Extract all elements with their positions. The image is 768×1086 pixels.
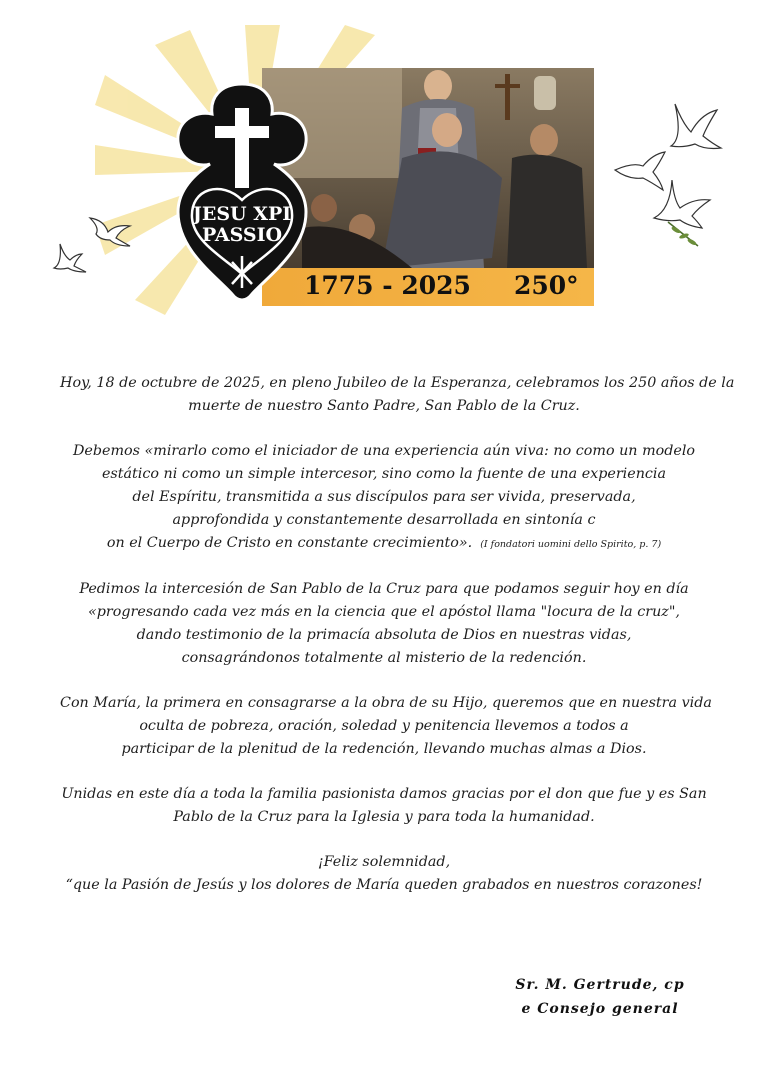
text-line: Con María, la primera en consagrarse a la obra de su Hijo, queremos que en nuestra vida	[60, 695, 712, 711]
dove-icon	[52, 242, 88, 276]
text-line: muerte de nuestro Santo Padre, San Pablo de la Cruz.	[188, 398, 580, 414]
text-line: participar de la plenitud de la redención, llevando muchas almas a Dios.	[121, 741, 647, 757]
passionist-emblem	[172, 80, 312, 308]
emblem-text-line1: JESU XPI	[192, 203, 292, 225]
paragraph-3	[60, 578, 708, 670]
dove-icon	[86, 210, 134, 250]
paragraph-5	[60, 783, 708, 829]
text-line: approfondida y constantemente desarrollada en sintonía c	[172, 512, 596, 528]
text-line: Debemos «mirarlo como el iniciador de una experiencia aún viva: no como un modelo	[72, 443, 696, 459]
text-line: ¡Feliz solemnidad,	[317, 854, 451, 870]
text-line: Unidas en este día a toda la familia pasionista damos gracias por el don que fue y es San	[61, 786, 707, 802]
text-line: consagrándonos totalmente al misterio de la redención.	[181, 650, 587, 666]
citation: (I fondatori uomini dello Spirito, p. 7)	[480, 539, 662, 550]
emblem-text-line2: PASSIO	[201, 224, 283, 246]
dove-icon	[665, 102, 723, 162]
text-line: Pedimos la intercesión de San Pablo de la Cruz para que podamos seguir hoy en día	[79, 581, 689, 597]
text-line: del Espíritu, transmitida a sus discípulos para ser vivida, preservada,	[132, 489, 636, 505]
text-line: oculta de pobreza, oración, soledad y penitencia llevemos a todos a	[139, 718, 629, 734]
text-line: Pablo de la Cruz para la Iglesia y para toda la humanidad.	[173, 809, 595, 825]
banner-anniversary: 250°	[514, 271, 579, 300]
paragraph-6	[60, 851, 708, 897]
text-line: «progresando cada vez más en la ciencia que el apóstol llama "locura de la cruz",	[88, 604, 680, 620]
paragraph-2	[60, 440, 708, 556]
paragraph-1	[60, 372, 735, 418]
text-fragment: on el Cuerpo de Cristo en constante crecimiento».	[106, 535, 473, 551]
banner-years: 1775 - 2025	[304, 271, 471, 300]
text-line: “que la Pasión de Jesús y los dolores de María queden grabados en nuestros corazones!	[65, 877, 703, 893]
text-line: Hoy, 18 de octubre de 2025, en pleno Jubileo de la Esperanza, celebramos los 250 años de la	[60, 375, 735, 391]
header-image	[0, 0, 768, 330]
text-line: dando testimonio de la primacía absoluta de Dios en nuestras vidas,	[136, 627, 632, 643]
text-line: estático ni como un simple intercesor, sino como la fuente de una experiencia	[101, 466, 667, 482]
dove-icon	[650, 178, 714, 250]
signature-block	[500, 973, 700, 1021]
paragraph-4	[60, 692, 712, 761]
text-line	[60, 532, 708, 556]
signature-name: Sr. M. Gertrude, cp	[515, 977, 685, 993]
signature-council: e Consejo general	[521, 1001, 679, 1017]
letter-body	[60, 372, 735, 919]
